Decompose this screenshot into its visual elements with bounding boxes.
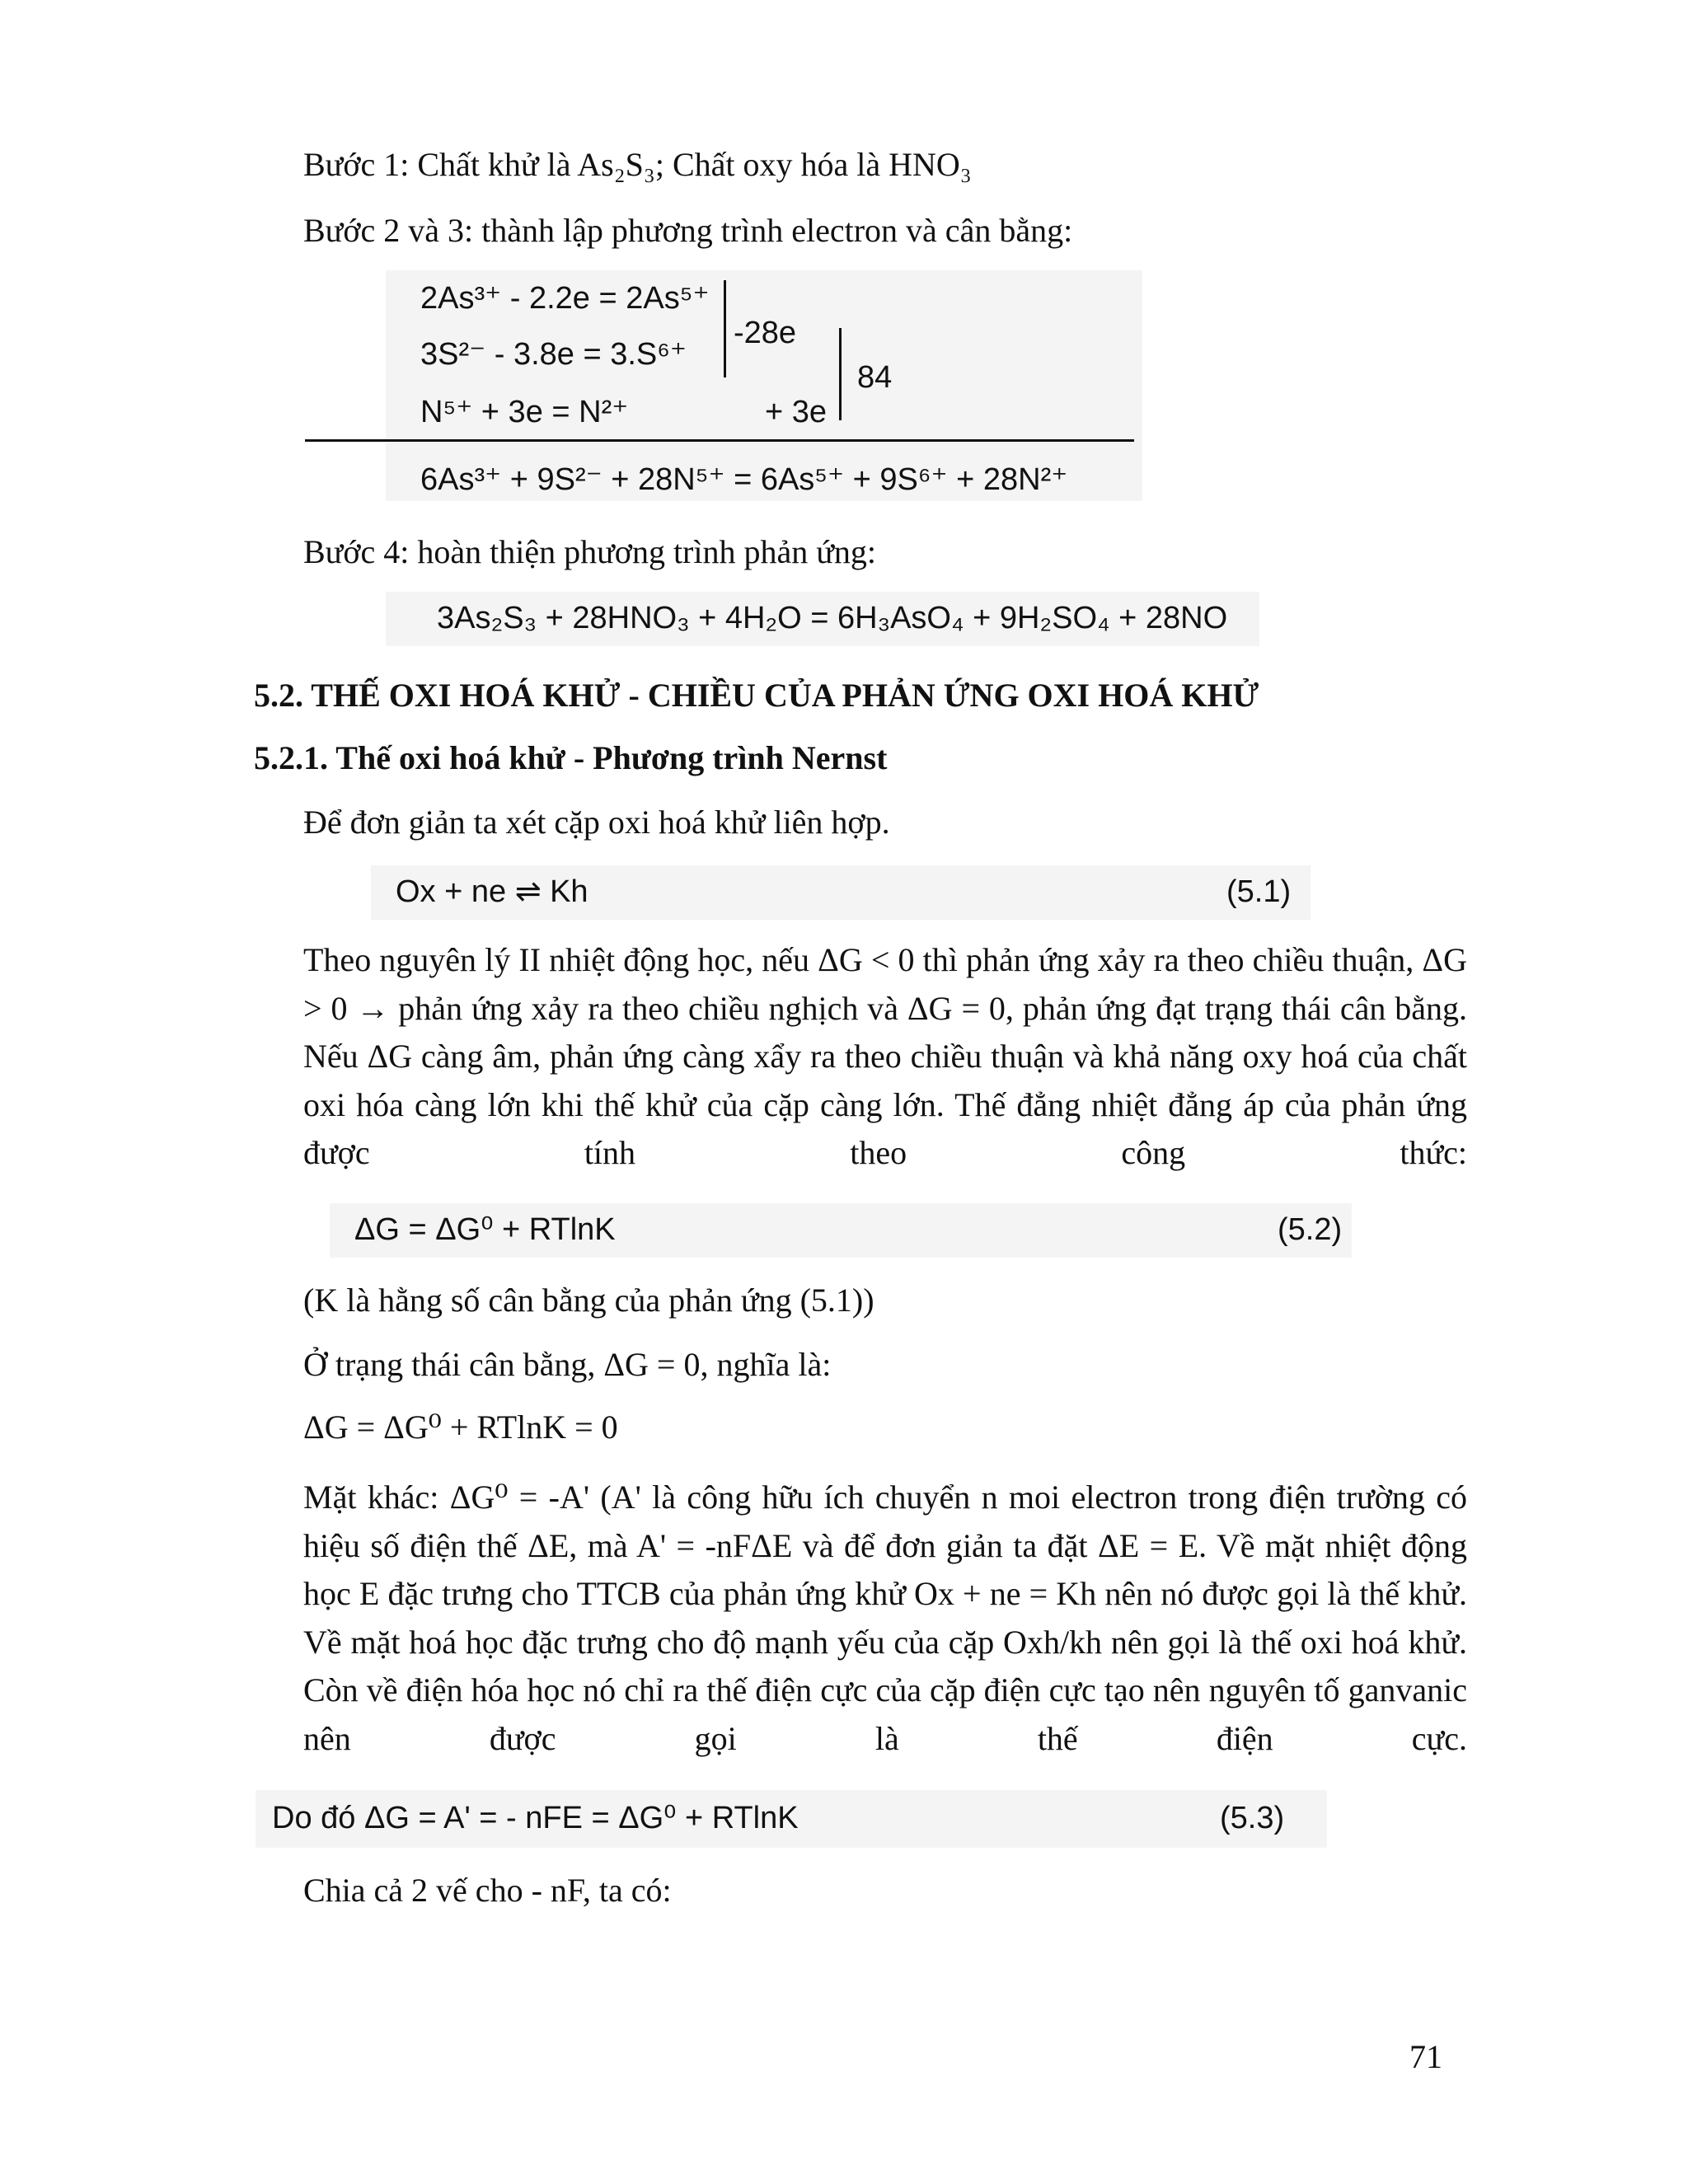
electron-loss-total: -28e: [734, 316, 797, 350]
paragraph-gibbs: Theo nguyên lý II nhiệt động học, nếu ΔG < 0 thì phản ứng xảy ra theo chiều thuận, ΔG > 0 → phản ứng xảy ra theo chiều nghịch và ΔG = 0, phản ứng đạt trạng thái cân bằng. Nếu ΔG càng âm, phản ứng càng xẩy ra theo chiều thuận và khả năng oxy hoá của chất oxi hóa càng lớn khi thế khử của cặp càng lớn. Thế đẳng nhiệt đẳng áp của phản ứng được tính theo công thức:: [303, 941, 1467, 1171]
equation-5-2-number: (5.2): [1278, 1212, 1343, 1247]
equation-5-3: Do đó ΔG = A' = - nFE = ΔG⁰ + RTlnK: [272, 1801, 799, 1835]
section-title: 5.2. THẾ OXI HOÁ KHỬ - CHIỀU CỦA PHẢN ỨNG OXI HOÁ KHỬ: [254, 677, 1259, 714]
summed-ionic-equation: 6As³⁺ + 9S²⁻ + 28N⁵⁺ = 6As⁵⁺ + 9S⁶⁺ + 28N²⁺: [420, 462, 1068, 497]
paragraph-potential: Mặt khác: ΔG⁰ = -A' (A' là công hữu ích chuyển n moi electron trong điện trường có hiệu số điện thế ΔE, mà A' = -nFΔE và để đơn giản ta đặt ΔE = E. Về mặt nhiệt động học E đặc trưng cho TTCB của phản ứng khử Ox + ne = Kh nên nó được gọi là thế khử. Về mặt hoá học đặc trưng cho độ mạnh yếu của cặp Oxh/kh nên gọi là thế oxi hoá khử. Còn về điện hóa học nó chỉ ra thế điện cực của cặp điện cực tạo nên nguyên tố ganvanic nên được gọi là thế điện cực.: [303, 1479, 1467, 1757]
divide-text: Chia cả 2 vế cho - nF, ta có:: [303, 1872, 672, 1909]
bracket-line-lcm: [839, 328, 842, 420]
half-reaction-n: N⁵⁺ + 3e = N²⁺: [420, 395, 629, 429]
full-equation: 3As₂S₃ + 28HNO₃ + 4H₂O = 6H₃AsO₄ + 9H₂SO₄ + 28NO: [437, 601, 1228, 635]
step-1-text: Bước 1: Chất khử là As₂S₃; Chất oxy hóa là HNO₃: [303, 146, 972, 183]
intro-text: Để đơn giản ta xét cặp oxi hoá khử liên hợp.: [303, 804, 890, 841]
electron-gain-total: + 3e: [765, 395, 828, 429]
step-4-text: Bước 4: hoàn thiện phương trình phản ứng:: [303, 533, 877, 570]
equation-5-3-number: (5.3): [1220, 1801, 1285, 1835]
equation-zero: ΔG = ΔG⁰ + RTlnK = 0: [303, 1408, 618, 1446]
half-reaction-as: 2As³⁺ - 2.2e = 2As⁵⁺: [420, 281, 710, 316]
half-reaction-s: 3S²⁻ - 3.8e = 3.S⁶⁺: [420, 337, 687, 372]
k-note: (K là hằng số cân bằng của phản ứng (5.1)): [303, 1282, 874, 1319]
equation-5-1-number: (5.1): [1226, 874, 1292, 909]
page-number: 71: [1409, 2038, 1442, 2075]
equation-5-1: Ox + ne ⇌ Kh: [396, 874, 588, 909]
equation-5-2: ΔG = ΔG⁰ + RTlnK: [354, 1212, 616, 1247]
sum-rule: [305, 439, 1134, 442]
step-2-3-text: Bước 2 và 3: thành lập phương trình electron và cân bằng:: [303, 212, 1073, 249]
bracket-line-loss: [724, 280, 726, 377]
least-common-multiple: 84: [857, 360, 893, 395]
equilibrium-text: Ở trạng thái cân bằng, ΔG = 0, nghĩa là:: [303, 1346, 832, 1383]
subsection-title: 5.2.1. Thế oxi hoá khử - Phương trình Nernst: [254, 739, 888, 776]
